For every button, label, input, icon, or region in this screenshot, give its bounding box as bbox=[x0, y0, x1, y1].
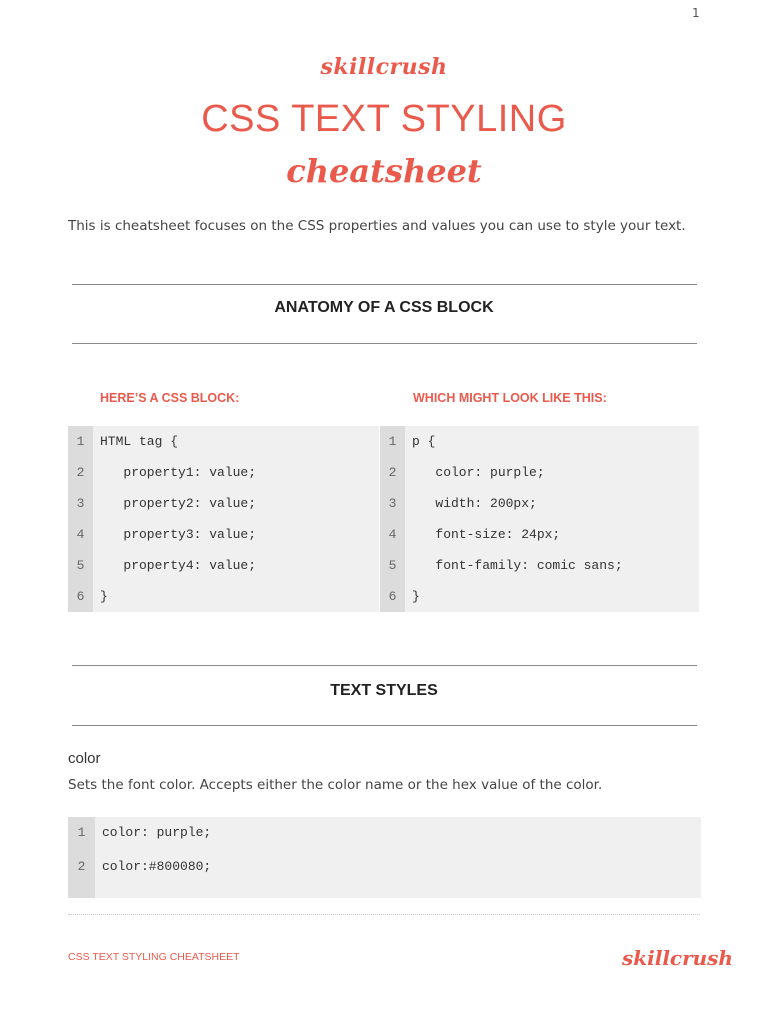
code-line bbox=[68, 851, 701, 882]
line-number: 6 bbox=[76, 589, 85, 604]
code-line bbox=[68, 426, 379, 457]
code-line bbox=[380, 581, 699, 612]
brand-logo: skillcrush bbox=[320, 54, 448, 80]
code-text: font-size: 24px; bbox=[412, 527, 561, 542]
line-number: 2 bbox=[77, 859, 86, 874]
code-line bbox=[380, 519, 699, 550]
code-text: } bbox=[412, 589, 420, 604]
line-number: 2 bbox=[76, 465, 85, 480]
code-line bbox=[68, 488, 379, 519]
line-number: 1 bbox=[388, 434, 397, 449]
intro-text: This is cheatsheet focuses on the CSS properties and values you can use to style your text. bbox=[68, 218, 686, 234]
page-title: CSS TEXT STYLING bbox=[201, 98, 567, 140]
line-number: 4 bbox=[76, 527, 85, 542]
code-text: HTML tag { bbox=[100, 434, 179, 449]
divider bbox=[72, 665, 697, 666]
code-text: property3: value; bbox=[100, 527, 257, 542]
section-heading-anatomy: ANATOMY OF A CSS BLOCK bbox=[274, 299, 494, 316]
code-line bbox=[68, 457, 379, 488]
code-text: p { bbox=[412, 434, 436, 449]
code-text: property1: value; bbox=[100, 465, 257, 480]
code-text: } bbox=[100, 589, 108, 604]
code-line bbox=[68, 581, 379, 612]
page-number: 1 bbox=[692, 6, 700, 20]
code-line bbox=[380, 550, 699, 581]
code-text: property4: value; bbox=[100, 558, 257, 573]
property-name-color: color bbox=[68, 750, 101, 767]
line-number: 6 bbox=[388, 589, 397, 604]
page-subtitle: cheatsheet bbox=[286, 152, 482, 190]
code-block-color bbox=[68, 817, 701, 898]
code-line bbox=[68, 817, 701, 848]
line-number: 1 bbox=[76, 434, 85, 449]
code-block-generic bbox=[68, 426, 379, 612]
line-number: 5 bbox=[76, 558, 85, 573]
right-code-label: WHICH MIGHT LOOK LIKE THIS: bbox=[413, 391, 607, 405]
code-text: width: 200px; bbox=[412, 496, 537, 511]
footer-title: CSS TEXT STYLING CHEATSHEET bbox=[68, 951, 240, 963]
code-line bbox=[380, 457, 699, 488]
code-text: color:#800080; bbox=[102, 859, 212, 874]
divider bbox=[72, 725, 697, 726]
code-text: color: purple; bbox=[412, 465, 545, 480]
divider bbox=[72, 284, 697, 285]
divider bbox=[72, 343, 697, 344]
line-number: 5 bbox=[388, 558, 397, 573]
section-heading-text-styles: TEXT STYLES bbox=[330, 682, 438, 699]
code-text: color: purple; bbox=[102, 825, 212, 840]
code-line bbox=[68, 519, 379, 550]
line-number: 4 bbox=[388, 527, 397, 542]
code-block-example bbox=[380, 426, 699, 612]
line-number: 1 bbox=[77, 825, 86, 840]
code-text: font-family: comic sans; bbox=[412, 558, 623, 573]
footer-divider bbox=[68, 914, 700, 915]
code-text: property2: value; bbox=[100, 496, 257, 511]
line-number: 3 bbox=[76, 496, 85, 511]
code-line bbox=[68, 550, 379, 581]
left-code-label: HERE’S A CSS BLOCK: bbox=[100, 391, 240, 405]
line-number: 2 bbox=[388, 465, 397, 480]
footer-brand-logo: skillcrush bbox=[622, 946, 733, 970]
line-number: 3 bbox=[388, 496, 397, 511]
code-line bbox=[380, 426, 699, 457]
property-description-color: Sets the font color. Accepts either the color name or the hex value of the color. bbox=[68, 777, 603, 793]
code-line bbox=[380, 488, 699, 519]
